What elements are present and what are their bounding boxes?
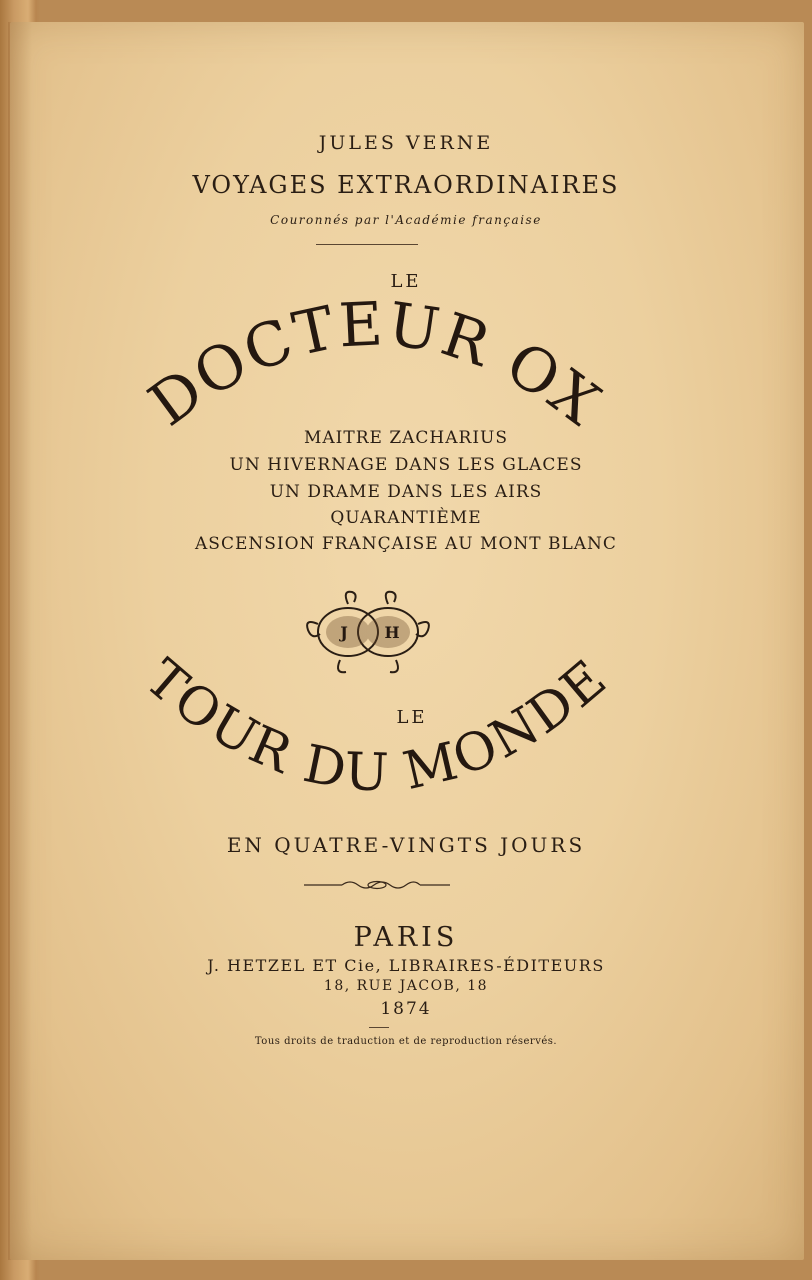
title2-arc	[0, 560, 812, 860]
series-title: VOYAGES EXTRAORDINAIRES	[192, 171, 620, 199]
title2-article: LE	[396, 707, 428, 728]
title1-text: DOCTEUR OX	[136, 289, 614, 441]
subtitle-5: ASCENSION FRANÇAISE AU MONT BLANC	[195, 534, 617, 554]
title2-text: TOUR DU MONDE	[133, 648, 619, 804]
publisher-address: 18, RUE JACOB, 18	[323, 978, 489, 994]
author-name: JULES VERNE	[318, 132, 494, 154]
subtitle-1: MAITRE ZACHARIUS	[303, 428, 509, 448]
monogram-letter-j: J	[340, 623, 348, 642]
monogram-letter-h: H	[384, 623, 400, 642]
title2-subtitle: EN QUATRE-VINGTS JOURS	[226, 833, 586, 857]
publication-year: 1874	[380, 999, 432, 1019]
publisher-city: PARIS	[353, 922, 459, 953]
rights-notice: Tous droits de traduction et de reproduction réservés.	[254, 1036, 558, 1047]
crowned-note: Couronnés par l'Académie française	[270, 213, 542, 227]
subtitle-4: QUARANTIÈME	[330, 508, 482, 528]
ornamental-rule	[302, 878, 452, 892]
publisher-name: J. HETZEL ET Cie, LIBRAIRES-ÉDITEURS	[207, 956, 605, 975]
subtitle-2: UN HIVERNAGE DANS LES GLACES	[229, 455, 583, 475]
short-rule	[369, 1027, 389, 1028]
subtitle-3: UN DRAME DANS LES AIRS	[269, 482, 543, 502]
title1-article: LE	[390, 271, 422, 292]
